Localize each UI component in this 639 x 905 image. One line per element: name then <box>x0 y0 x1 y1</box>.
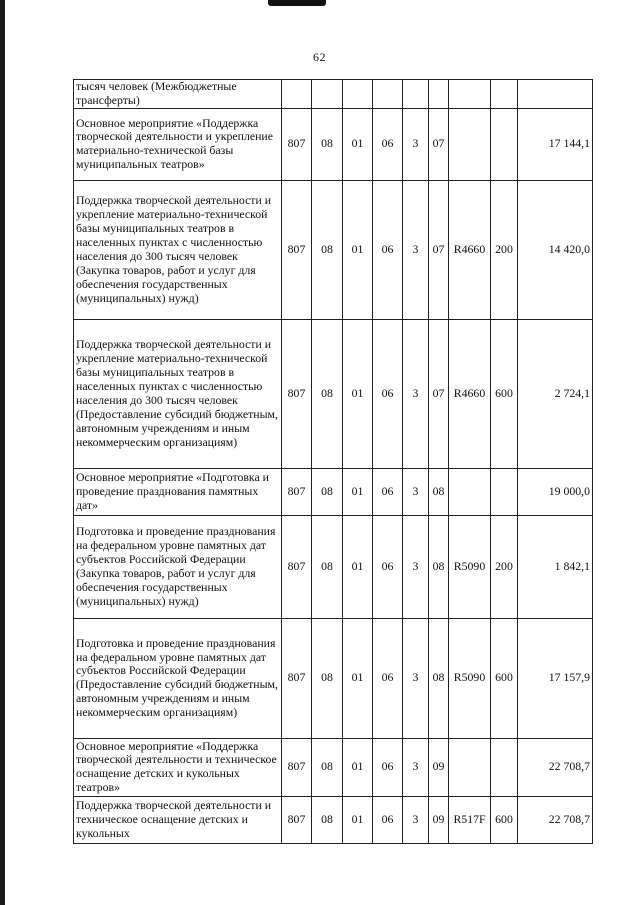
ministry-code: 807 <box>287 241 306 256</box>
subprogram-code-cell <box>403 515 429 618</box>
subprogram-code: 3 <box>412 483 419 498</box>
scan-left-edge <box>0 0 5 905</box>
subprogram-code-cell <box>403 468 429 515</box>
direction-code-cell <box>449 618 491 738</box>
direction-code-cell <box>449 180 491 319</box>
program-code-cell <box>373 618 403 738</box>
subprogram-code: 3 <box>412 811 419 826</box>
subsection-code: 01 <box>351 385 364 400</box>
section-code-cell <box>312 80 343 109</box>
program-code-cell <box>373 180 403 319</box>
subsection-code-cell <box>343 796 373 843</box>
amount-cell <box>518 618 593 738</box>
subprogram-code: 3 <box>412 670 419 685</box>
section-code-cell <box>312 515 343 618</box>
program-code: 06 <box>381 670 394 685</box>
direction-code: R4660 <box>453 385 486 400</box>
ministry-code-cell <box>282 319 312 468</box>
amount-cell <box>518 80 593 109</box>
program-code: 06 <box>381 483 394 498</box>
row-name-cell <box>74 618 282 738</box>
subsection-code: 01 <box>351 241 364 256</box>
row-name: Подготовка и проведение празднования на федеральном уровне памятных дат субъектов Российской Федерации (Предоставление субсидий бюджетным, автономным учреждениям и иным некоммерческим организациям) <box>76 635 278 720</box>
subsection-code-cell <box>343 468 373 515</box>
row-name: Поддержка творческой деятельности и укрепление материально-технической базы муниципальных театров в населенных пунктах с численностью населения до 300 тысяч человек (Предоставление субсидий бюджетным, автономным учреждениям и иным некоммерческим организациям) <box>76 337 278 449</box>
direction-code-cell <box>449 468 491 515</box>
table-body <box>74 80 593 844</box>
expense-type-code-cell <box>491 319 518 468</box>
event-code-cell <box>429 515 449 618</box>
subprogram-code: 3 <box>412 136 419 151</box>
ministry-code-cell <box>282 618 312 738</box>
event-code-cell <box>429 319 449 468</box>
program-code: 06 <box>381 759 394 774</box>
program-code: 06 <box>381 811 394 826</box>
row-name-cell <box>74 180 282 319</box>
amount: 19 000,0 <box>548 483 590 498</box>
row-name-cell <box>74 319 282 468</box>
program-code: 06 <box>381 385 394 400</box>
expense-type-code-cell <box>491 515 518 618</box>
event-code: 07 <box>432 385 445 400</box>
amount: 22 708,7 <box>548 759 590 774</box>
ministry-code: 807 <box>287 759 306 774</box>
event-code: 08 <box>432 483 445 498</box>
program-code-cell <box>373 738 403 796</box>
table-row <box>74 796 593 843</box>
ministry-code: 807 <box>287 136 306 151</box>
amount-cell <box>518 319 593 468</box>
ministry-code: 807 <box>287 558 306 573</box>
event-code-cell <box>429 108 449 180</box>
section-code: 08 <box>321 483 333 498</box>
amount: 22 708,7 <box>548 811 590 826</box>
row-name-cell <box>74 108 282 180</box>
expense-type-code: 600 <box>495 385 513 400</box>
event-code-cell <box>429 618 449 738</box>
row-name-cell <box>74 515 282 618</box>
subsection-code-cell <box>343 738 373 796</box>
direction-code: R4660 <box>453 241 486 256</box>
subprogram-code: 3 <box>412 558 419 573</box>
ministry-code-cell <box>282 796 312 843</box>
page-number: 62 <box>313 50 326 64</box>
event-code-cell <box>429 796 449 843</box>
section-code-cell <box>312 108 343 180</box>
program-code-cell <box>373 80 403 109</box>
expense-type-code-cell <box>491 108 518 180</box>
amount: 17 157,9 <box>548 670 590 685</box>
row-name-cell <box>74 80 282 109</box>
ministry-code-cell <box>282 468 312 515</box>
subsection-code-cell <box>343 515 373 618</box>
expense-type-code-cell <box>491 796 518 843</box>
subprogram-code-cell <box>403 180 429 319</box>
subprogram-code: 3 <box>412 385 419 400</box>
expense-type-code-cell <box>491 80 518 109</box>
amount-cell <box>518 738 593 796</box>
scan-top-mark <box>268 0 326 6</box>
expense-type-code: 200 <box>495 241 513 256</box>
amount-cell <box>518 468 593 515</box>
direction-code-cell <box>449 738 491 796</box>
event-code: 07 <box>432 136 445 151</box>
amount: 17 144,1 <box>548 136 590 151</box>
section-code: 08 <box>321 811 333 826</box>
subsection-code: 01 <box>351 759 364 774</box>
section-code: 08 <box>321 670 333 685</box>
table-row <box>74 618 593 738</box>
section-code: 08 <box>321 241 333 256</box>
subsection-code: 01 <box>351 811 364 826</box>
event-code-cell <box>429 468 449 515</box>
subsection-code: 01 <box>351 483 364 498</box>
expense-type-code-cell <box>491 738 518 796</box>
table-row <box>74 738 593 796</box>
program-code-cell <box>373 796 403 843</box>
section-code-cell <box>312 738 343 796</box>
event-code: 08 <box>432 558 445 573</box>
event-code: 09 <box>432 811 445 826</box>
direction-code-cell <box>449 515 491 618</box>
amount-cell <box>518 180 593 319</box>
row-name-cell <box>74 796 282 843</box>
ministry-code: 807 <box>287 385 306 400</box>
subprogram-code: 3 <box>412 759 419 774</box>
ministry-code-cell <box>282 515 312 618</box>
section-code: 08 <box>321 385 333 400</box>
program-code: 06 <box>381 136 394 151</box>
program-code: 06 <box>381 241 394 256</box>
expense-type-code-cell <box>491 618 518 738</box>
subprogram-code-cell <box>403 319 429 468</box>
row-name: тысяч человек (Межбюджетные трансферты) <box>76 79 237 107</box>
section-code-cell <box>312 796 343 843</box>
amount-cell <box>518 796 593 843</box>
program-code-cell <box>373 468 403 515</box>
event-code-cell <box>429 738 449 796</box>
direction-code-cell <box>449 319 491 468</box>
subprogram-code-cell <box>403 80 429 109</box>
program-code: 06 <box>381 558 394 573</box>
ministry-code-cell <box>282 108 312 180</box>
row-name: Основное мероприятие «Поддержка творческой деятельности и укрепление материально-технической базы муниципальных театров» <box>76 115 273 172</box>
table-row <box>74 180 593 319</box>
section-code: 08 <box>321 558 333 573</box>
table-row <box>74 80 593 109</box>
event-code: 07 <box>432 241 445 256</box>
direction-code: R5090 <box>453 670 486 685</box>
row-name-cell <box>74 468 282 515</box>
subsection-code-cell <box>343 618 373 738</box>
ministry-code-cell <box>282 80 312 109</box>
subprogram-code-cell <box>403 108 429 180</box>
section-code-cell <box>312 468 343 515</box>
row-name: Основное мероприятие «Подготовка и проведение празднования памятных дат» <box>76 469 269 512</box>
section-code-cell <box>312 319 343 468</box>
direction-code-cell <box>449 796 491 843</box>
amount: 14 420,0 <box>548 241 590 256</box>
ministry-code: 807 <box>287 483 306 498</box>
amount-cell <box>518 515 593 618</box>
subsection-code-cell <box>343 108 373 180</box>
subprogram-code-cell <box>403 738 429 796</box>
direction-code-cell <box>449 108 491 180</box>
expense-type-code-cell <box>491 180 518 319</box>
row-name: Подготовка и проведение празднования на федеральном уровне памятных дат субъектов Российской Федерации (Закупка товаров, работ и услуг для обеспечения государственных (муниципальных) нужд) <box>76 524 276 608</box>
program-code-cell <box>373 319 403 468</box>
expense-type-code: 200 <box>495 558 513 573</box>
direction-code: R517F <box>453 811 486 826</box>
amount: 1 842,1 <box>554 558 590 573</box>
subprogram-code-cell <box>403 618 429 738</box>
ministry-code-cell <box>282 738 312 796</box>
direction-code: R5090 <box>453 558 486 573</box>
ministry-code-cell <box>282 180 312 319</box>
table-row <box>74 108 593 180</box>
section-code-cell <box>312 180 343 319</box>
section-code: 08 <box>321 759 333 774</box>
row-name: Основное мероприятие «Поддержка творческой деятельности и техническое оснащение детских и кукольных театров» <box>76 738 277 795</box>
ministry-code: 807 <box>287 811 306 826</box>
expense-type-code-cell <box>491 468 518 515</box>
event-code: 08 <box>432 670 445 685</box>
event-code: 09 <box>432 759 445 774</box>
table-row <box>74 468 593 515</box>
section-code: 08 <box>321 136 333 151</box>
table-row <box>74 319 593 468</box>
subprogram-code: 3 <box>412 241 419 256</box>
program-code-cell <box>373 515 403 618</box>
row-name-cell <box>74 738 282 796</box>
subsection-code-cell <box>343 180 373 319</box>
expense-type-code: 600 <box>495 670 513 685</box>
expense-type-code: 600 <box>495 811 513 826</box>
subsection-code: 01 <box>351 670 364 685</box>
table-row <box>74 515 593 618</box>
direction-code-cell <box>449 80 491 109</box>
row-name: Поддержка творческой деятельности и укрепление материально-технической базы муниципальных театров в населенных пунктах с численностью населения до 300 тысяч человек (Закупка товаров, работ и услуг для обеспечения государственных (муниципальных) нужд) <box>76 193 272 305</box>
row-name: Поддержка творческой деятельности и техническое оснащение детских и кукольных <box>76 797 272 840</box>
subprogram-code-cell <box>403 796 429 843</box>
subsection-code-cell <box>343 319 373 468</box>
amount-cell <box>518 108 593 180</box>
subsection-code: 01 <box>351 136 364 151</box>
event-code-cell <box>429 80 449 109</box>
program-code-cell <box>373 108 403 180</box>
subsection-code-cell <box>343 80 373 109</box>
amount: 2 724,1 <box>554 385 590 400</box>
event-code-cell <box>429 180 449 319</box>
section-code-cell <box>312 618 343 738</box>
ministry-code: 807 <box>287 670 306 685</box>
subsection-code: 01 <box>351 558 364 573</box>
budget-table <box>73 79 593 844</box>
